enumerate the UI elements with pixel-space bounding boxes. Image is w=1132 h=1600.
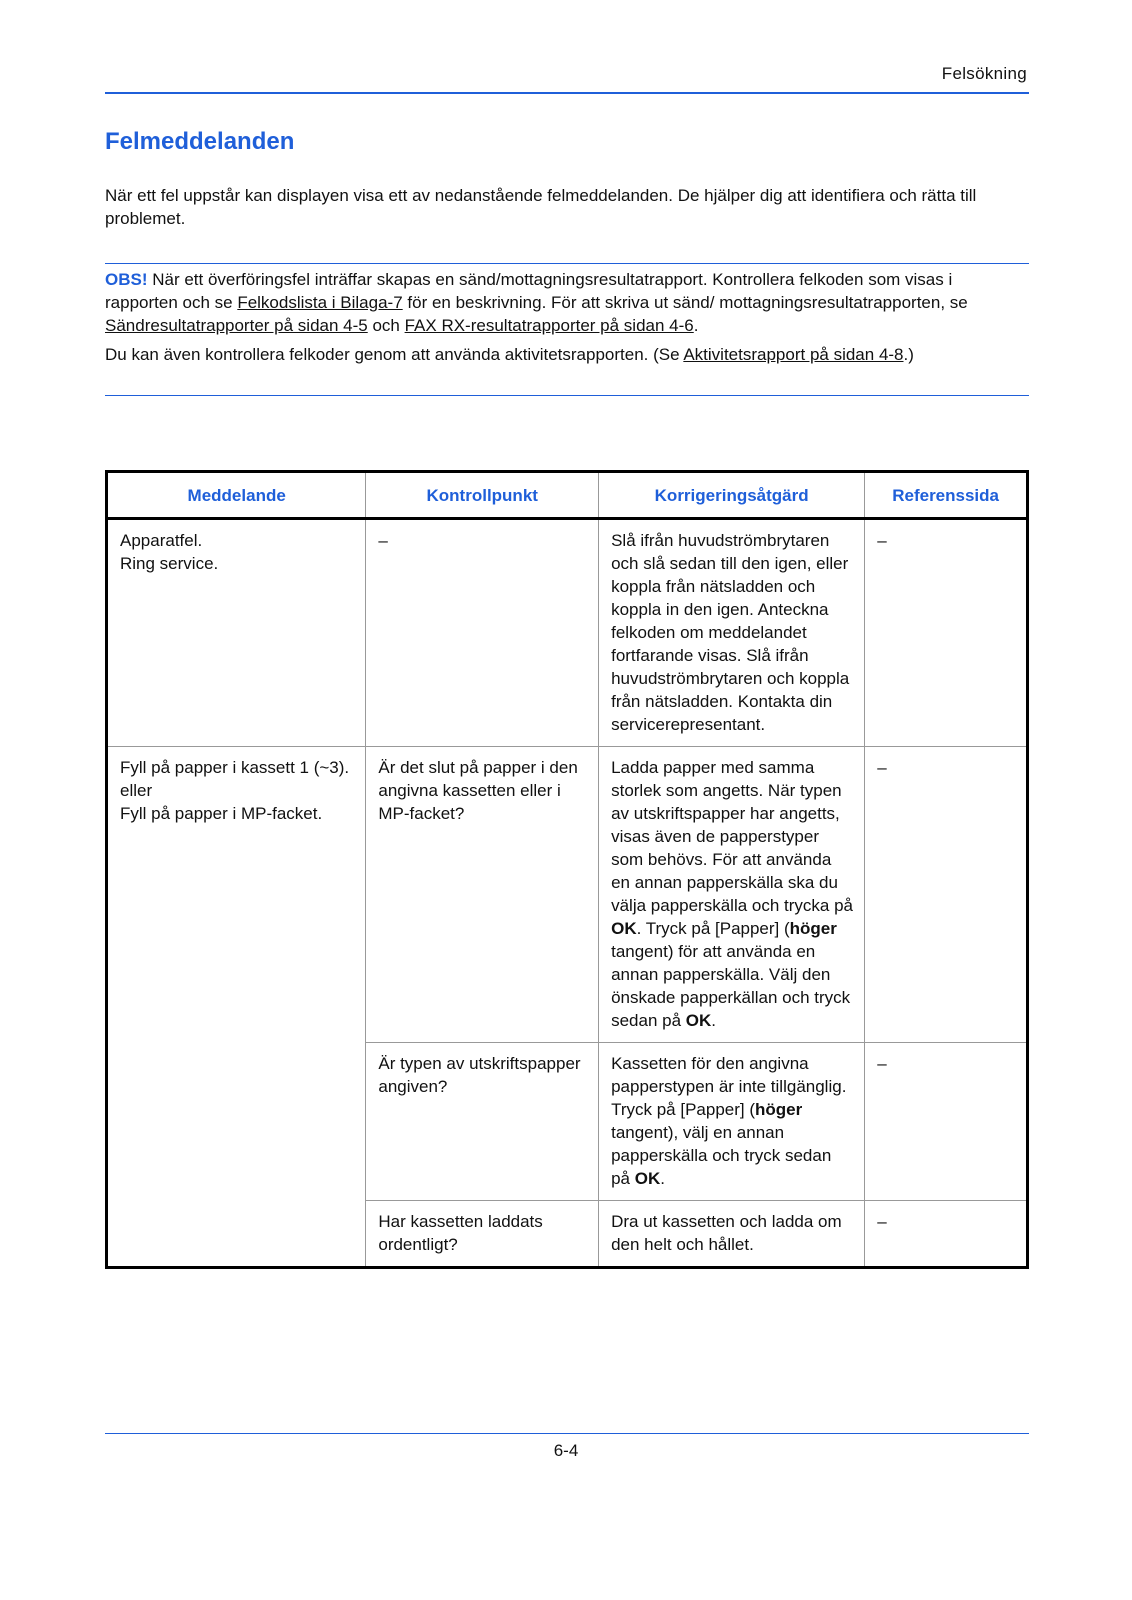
action-cell: Slå ifrån huvudströmbrytaren och slå sedan till den igen, eller koppla från nätsladden och koppla in den igen. Anteckna felkoden om meddelandet fortfarande visas. Slå ifrån huvudströmbrytaren och koppla från nätsladden. Kontakta din servicerepresentant. (599, 519, 865, 747)
note-text: . (693, 316, 699, 335)
message-line: Apparatfel. (120, 531, 203, 550)
action-cell (599, 747, 865, 1043)
note-box (105, 268, 1029, 372)
table-row (107, 747, 1028, 1043)
note-paragraph-2 (105, 343, 1029, 366)
action-cell: Dra ut kassetten och ladda om den helt och hållet. (599, 1201, 865, 1268)
ok-key-label: OK (685, 1011, 712, 1030)
column-header-corrective-action: Korrigeringsåtgärd (599, 472, 865, 519)
note-text: för en beskrivning. För att skriva ut sänd/ mottagningsresultatrapporten, se (402, 293, 968, 312)
message-line: Fyll på papper i MP-facket. (120, 804, 323, 823)
table-header-row (107, 472, 1028, 519)
action-text: tangent) för att använda en annan papperskälla. Välj den önskade papperkällan och tryck sedan på (611, 942, 851, 1030)
column-header-reference-page: Referenssida (865, 472, 1028, 519)
note-text: När ett överföringsfel inträffar skapas en sänd/mottagningsresultatrapport. Kontrollera felkoden som visas i rapporten och se (105, 270, 953, 312)
intro-paragraph: När ett fel uppstår kan displayen visa ett av nedanstående felmeddelanden. De hjälper dig att identifiera och rätta till problemet. (105, 186, 977, 228)
column-header-message: Meddelande (107, 472, 366, 519)
note-paragraph-1 (105, 268, 1029, 337)
note-text: och (367, 316, 405, 335)
reference-cell: – (865, 1043, 1028, 1201)
action-cell (599, 1043, 865, 1201)
page-title: Felmeddelanden (105, 128, 295, 155)
message-line: eller (120, 781, 153, 800)
running-header: Felsökning (941, 64, 1027, 83)
checkpoint-cell: Har kassetten laddats ordentligt? (366, 1201, 599, 1268)
message-line: Fyll på papper i kassett 1 (~3). (120, 758, 350, 777)
header-rule (105, 92, 1029, 94)
message-line: Ring service. (120, 554, 219, 573)
checkpoint-cell: – (366, 519, 599, 747)
action-text: tangent), välj en annan papperskälla och tryck sedan på (611, 1123, 832, 1188)
error-message-table (105, 470, 1029, 1269)
note-text: .) (903, 345, 914, 364)
checkpoint-cell: Är det slut på papper i den angivna kassetten eller i MP-facket? (366, 747, 599, 1043)
column-header-checkpoint: Kontrollpunkt (366, 472, 599, 519)
note-bottom-rule (105, 395, 1029, 396)
action-text: Kassetten för den angivna papperstypen är inte tillgänglig. Tryck på [Papper] ( (611, 1054, 847, 1119)
note-top-rule (105, 263, 1029, 264)
page-number: 6-4 (553, 1441, 579, 1460)
reference-cell: – (865, 1201, 1028, 1268)
table-row (107, 519, 1028, 747)
ok-key-label: OK (634, 1169, 661, 1188)
message-cell (107, 747, 366, 1268)
link-activity-report[interactable]: Aktivitetsrapport på sidan 4-8 (683, 345, 904, 364)
link-fax-rx-result-reports[interactable]: FAX RX-resultatrapporter på sidan 4-6 (404, 316, 694, 335)
footer-rule (105, 1433, 1029, 1434)
checkpoint-cell: Är typen av utskriftspapper angiven? (366, 1043, 599, 1201)
link-error-code-list[interactable]: Felkodslista i Bilaga-7 (237, 293, 403, 312)
action-text: Ladda papper med samma storlek som angetts. När typen av utskriftspapper har angetts, visas även de papperstyper som behövs. För att använda en annan papperskälla ska du välja papperskälla och trycka på (611, 758, 854, 915)
action-text: . (711, 1011, 717, 1030)
ok-key-label: OK (611, 919, 637, 938)
note-label: OBS! (105, 270, 148, 289)
right-key-label: höger (755, 1100, 803, 1119)
link-send-result-reports[interactable]: Sändresultatrapporter på sidan 4-5 (105, 316, 368, 335)
message-cell (107, 519, 366, 747)
right-key-label: höger (789, 919, 837, 938)
action-text: . Tryck på [Papper] ( (636, 919, 790, 938)
reference-cell: – (865, 747, 1028, 1043)
note-text: Du kan även kontrollera felkoder genom att använda aktivitetsrapporten. (Se (105, 345, 684, 364)
action-text: . (660, 1169, 665, 1188)
reference-cell: – (865, 519, 1028, 747)
